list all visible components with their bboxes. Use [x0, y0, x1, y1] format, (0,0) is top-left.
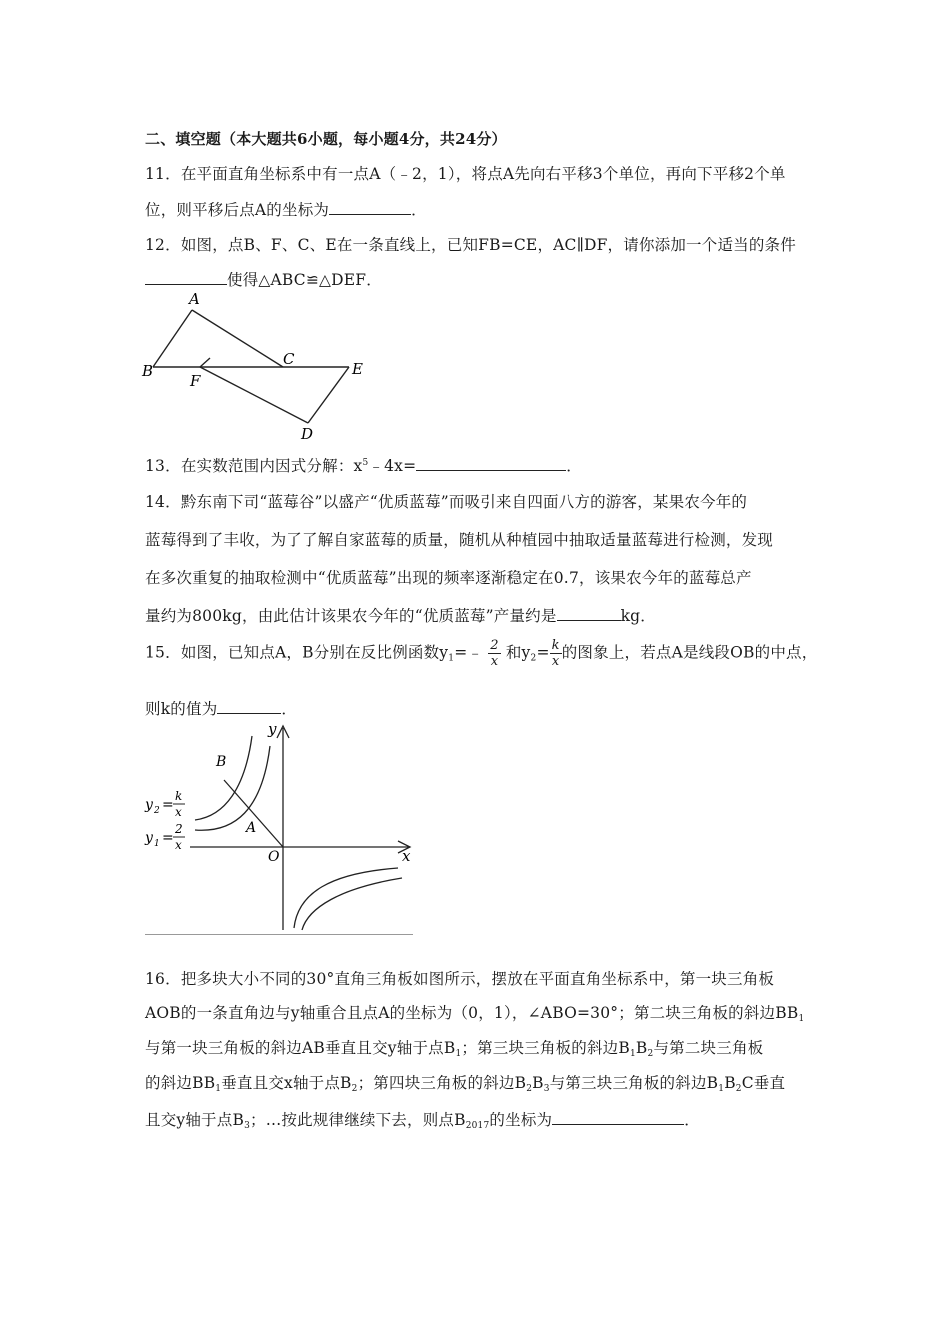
q16-text5b: ；…按此规律继续下去，则点B [250, 1111, 466, 1129]
q12-text: 使得△ABC≌△DEF． [227, 271, 382, 289]
label-B: B [142, 362, 154, 380]
q11-line2 [145, 198, 427, 220]
q15-and: 和y [505, 643, 531, 662]
x-axis-label: x [402, 847, 411, 865]
q16-text2: AOB的一条直角边与y轴重合且点A的坐标为（0，1），∠ABO=30°；第二块三角板的斜边BB [145, 1004, 799, 1022]
q15-eq1: =﹣ [454, 643, 484, 662]
q15-figure [140, 718, 420, 934]
q15-sub2: 2 [530, 653, 537, 664]
q16-sub4e: 1 [718, 1084, 725, 1094]
q16-line3 [145, 1036, 763, 1059]
q13-answer-blank[interactable] [416, 456, 566, 471]
frac2-den: x [551, 654, 560, 669]
q16-line5 [145, 1108, 700, 1131]
q14-unit: kg． [620, 607, 656, 625]
q12-line2 [145, 268, 382, 290]
q16-sub5a: 3 [244, 1121, 250, 1131]
q16-text4f: B [724, 1074, 736, 1092]
q12-answer-blank[interactable] [145, 270, 227, 285]
label-A: A [189, 290, 200, 308]
q14-line4 [145, 604, 656, 626]
label-C: C [283, 350, 295, 368]
q16-line2 [145, 1001, 804, 1024]
q16-sub4c: 2 [526, 1084, 533, 1094]
q16-text4b: 垂直且交x轴于点B [221, 1074, 352, 1092]
y1-label: y [145, 830, 153, 846]
y2-eq: = [162, 797, 174, 813]
q16-sub3c: 2 [647, 1049, 654, 1059]
q16-text5a: 且交y轴于点B [145, 1111, 245, 1129]
q16-text4e: 与第三块三角板的斜边B [549, 1074, 719, 1092]
q11-text: 位，则平移后点A的坐标为 [145, 201, 330, 219]
q15-line2 [145, 697, 297, 719]
q16-text4a: 的斜边BB [145, 1074, 216, 1092]
point-B-label: B [216, 754, 227, 770]
q16-text5c: 的坐标为 [489, 1111, 553, 1129]
origin-label: O [268, 849, 280, 865]
q14-text: 量约为800kg，由此估计该果农今年的“优质蓝莓”产量约是 [145, 607, 557, 625]
q16-text4d: B [532, 1074, 544, 1092]
label-D: D [301, 425, 314, 443]
section-title: 二、填空题（本大题共6小题，每小题4分，共24分） [145, 130, 507, 148]
q16-sub3a: 1 [455, 1049, 462, 1059]
q16-sub: 1 [798, 1014, 805, 1024]
q15-text2: 则k的值为 [145, 700, 218, 718]
y1-eq: = [162, 830, 174, 846]
q16-text3c: B [635, 1039, 648, 1057]
q15-sub1: 1 [448, 653, 455, 664]
y1-num: 2 [175, 822, 183, 836]
q14-line3: 在多次重复的抽取检测中“优质蓝莓”出现的频率逐渐稳定在0.7，该果农今年的蓝莓总产 [145, 569, 752, 587]
q16-sub3b: 1 [629, 1049, 636, 1059]
q11-answer-blank[interactable] [329, 200, 411, 215]
q15-end: ． [281, 700, 298, 718]
q15-line1 [145, 638, 817, 669]
y2-num: k [175, 789, 183, 803]
q16-end: ． [684, 1111, 700, 1129]
q16-text3b: ；第三块三角板的斜边B [461, 1039, 630, 1057]
q11-end: ． [411, 201, 427, 219]
q16-text3d: 与第二块三角板 [653, 1039, 764, 1057]
frac1-num: 2 [490, 638, 499, 653]
q16-sub4a: 1 [215, 1084, 222, 1094]
q16-line1: 16．把多块大小不同的30°直角三角板如图所示，摆放在平面直角坐标系中，第一块三角板 [145, 970, 775, 988]
label-E: E [352, 360, 363, 378]
y-axis-label: y [268, 720, 277, 738]
q16-text3a: 与第一块三角板的斜边AB垂直且交y轴于点B [145, 1039, 456, 1057]
q13-mid: ﹣4x= [368, 457, 417, 475]
q16-text4c: ；第四块三角板的斜边B [357, 1074, 527, 1092]
q16-sub4b: 2 [351, 1084, 358, 1094]
q15-text: 15．如图，已知点A，B分别在反比例函数y [145, 643, 449, 662]
y2-den: x [175, 805, 182, 819]
frac2-num: k [551, 638, 560, 653]
q15-eq2: = [536, 643, 550, 662]
q13-text: 13．在实数范围内因式分解：x [145, 457, 363, 475]
label-F: F [190, 372, 201, 390]
y2-sub: 2 [154, 806, 160, 816]
q15-fraction-1 [488, 638, 500, 669]
q16-answer-blank[interactable] [552, 1110, 684, 1125]
q12-figure [140, 288, 380, 443]
q16-sub5b: 2017 [465, 1121, 490, 1131]
y1-den: x [175, 838, 182, 852]
q13-exponent: 5 [362, 458, 369, 468]
q16-sub4f: 2 [735, 1084, 742, 1094]
q16-line4 [145, 1071, 785, 1094]
q13-end: ． [566, 457, 582, 475]
q15-text-end: 的图象上，若点A是线段OB的中点， [561, 643, 818, 662]
q12-line1: 12．如图，点B、F、C、E在一条直线上，已知FB=CE，AC∥DF，请你添加一个适当的条件 [145, 236, 796, 254]
q13-line [145, 454, 582, 476]
figure-divider [145, 934, 413, 935]
q14-line1: 14．黔东南下司“蓝莓谷”以盛产“优质蓝莓”而吸引来自四面八方的游客，某果农今年的 [145, 493, 748, 511]
y2-label: y [145, 797, 153, 813]
q11-line1: 11．在平面直角坐标系中有一点A（﹣2，1），将点A先向右平移3个单位，再向下平移2个单 [145, 165, 786, 183]
q14-answer-blank[interactable] [557, 606, 621, 621]
frac1-den: x [490, 654, 499, 669]
point-A-label: A [246, 820, 257, 836]
y1-sub: 1 [154, 839, 160, 849]
q15-fraction-2 [550, 638, 562, 669]
q16-sub4d: 3 [543, 1084, 550, 1094]
q14-line2: 蓝莓得到了丰收，为了了解自家蓝莓的质量，随机从种植园中抽取适量蓝莓进行检测，发现 [145, 531, 774, 549]
q15-answer-blank[interactable] [217, 699, 281, 714]
q16-text4g: C垂直 [741, 1074, 786, 1092]
